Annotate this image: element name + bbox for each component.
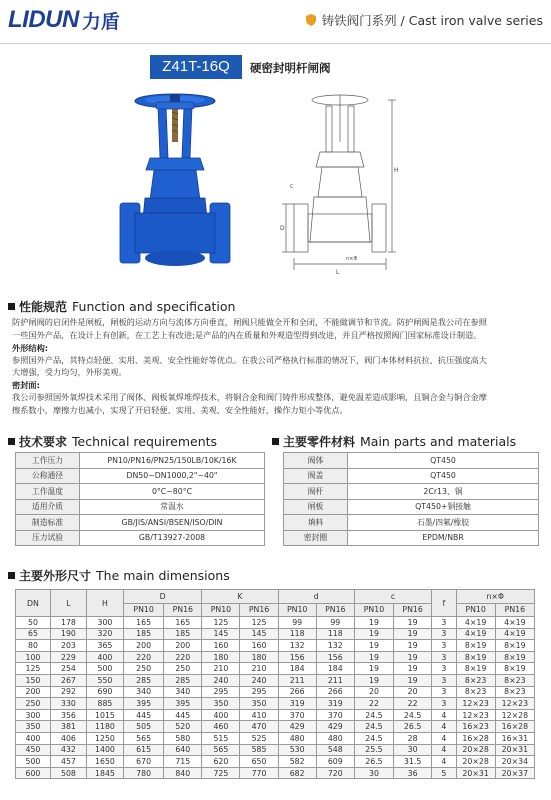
table-cell: 190	[50, 628, 86, 640]
table-cell: 548	[316, 744, 354, 756]
table-cell: 19	[394, 663, 432, 675]
shield-icon	[306, 14, 316, 26]
table-cell: 8×19	[495, 640, 534, 652]
table-cell: 565	[124, 732, 164, 744]
table-cell: 4	[432, 732, 456, 744]
table-cell: 505	[124, 721, 164, 733]
model-badge: Z41T-16Q	[150, 55, 242, 79]
section-bullet-icon	[272, 438, 279, 445]
dimensions-table	[15, 589, 535, 779]
table-cell: 150	[16, 674, 51, 686]
table-cell: 24.5	[354, 721, 393, 733]
col-header-f: f	[432, 590, 456, 617]
table-cell: 4	[432, 721, 456, 733]
table-row: 压力试验 GB/T13927-2008	[16, 530, 265, 546]
table-row: 阀体 QT450	[284, 453, 539, 469]
l-dimension-label: L	[336, 269, 340, 276]
page-header	[0, 0, 551, 44]
table-cell: 381	[50, 721, 86, 733]
col-header-k: K	[202, 590, 278, 604]
table-row	[16, 744, 535, 756]
table-cell: 4×19	[456, 617, 495, 629]
table-row	[16, 663, 535, 675]
section-bullet-icon	[8, 572, 15, 579]
table-cell: 640	[164, 744, 202, 756]
table-cell: 565	[202, 744, 240, 756]
table-cell: 19	[354, 628, 393, 640]
table-row: 制造标准 GB/JIS/ANSI/BSEN/ISO/DIN	[16, 515, 265, 531]
table-cell: 292	[50, 686, 86, 698]
table-cell: 160	[202, 640, 240, 652]
table-cell: 20×31	[495, 744, 534, 756]
table-cell: 500	[16, 756, 51, 768]
table-row: 阀盖 QT450	[284, 468, 539, 484]
structure-paragraph-1: 参照国外产品，其特点轻便、实用、美观、安全性能好等优点。在我公司严格执行标准的情况下，阀门本体材料抗拉、抗压强度高大	[12, 355, 487, 365]
table-cell: 8×23	[495, 674, 534, 686]
table-cell: 3	[432, 628, 456, 640]
col-header-h: H	[86, 590, 123, 617]
table-cell: 19	[394, 640, 432, 652]
table-cell: 200	[16, 686, 51, 698]
table-cell: 50	[16, 617, 51, 629]
table-cell: 30	[354, 767, 393, 779]
table-row	[16, 721, 535, 733]
table-cell: 725	[202, 767, 240, 779]
table-cell: 4×19	[495, 617, 534, 629]
table-cell: 211	[278, 674, 316, 686]
table-row	[16, 617, 535, 629]
col-subheader-pn10: PN10	[124, 603, 164, 617]
table-cell: 350	[16, 721, 51, 733]
section-bullet-icon	[8, 303, 15, 310]
table-cell: 319	[316, 698, 354, 710]
table-cell: 250	[164, 663, 202, 675]
table-cell: 156	[316, 651, 354, 663]
c-dimension-label: C	[290, 184, 294, 190]
table-cell: 457	[50, 756, 86, 768]
series-text: 铸铁阀门系列 / Cast iron valve series	[321, 13, 543, 28]
table-cell: 406	[50, 732, 86, 744]
table-cell: 266	[278, 686, 316, 698]
table-cell: 180	[202, 651, 240, 663]
table-cell: 582	[278, 756, 316, 768]
table-cell: 470	[240, 721, 278, 733]
brand-logo	[8, 6, 120, 34]
table-cell: 885	[86, 698, 123, 710]
table-cell: 200	[164, 640, 202, 652]
table-cell: 160	[240, 640, 278, 652]
sealing-paragraph-2: 擦系数小，摩擦力也减小，实现了开启轻便、实用、美观、安全性能好，操作力矩小等优点。	[12, 405, 348, 415]
dimensions-table-body	[16, 617, 535, 779]
table-cell: 266	[316, 686, 354, 698]
product-name: 硬密封明杆闸阀	[250, 61, 331, 75]
table-cell: 3	[432, 674, 456, 686]
table-cell: 145	[240, 628, 278, 640]
table-cell: 445	[124, 709, 164, 721]
table-cell: 715	[164, 756, 202, 768]
table-row: 密封圈 EPDM/NBR	[284, 530, 539, 546]
table-cell: 8×23	[456, 674, 495, 686]
section-title-technical: 技术要求 Technical requirements	[8, 433, 217, 450]
col-subheader-pn10: PN10	[202, 603, 240, 617]
table-row	[16, 732, 535, 744]
table-row: 工作压力 PN10/PN16/PN25/150LB/10K/16K	[16, 453, 265, 469]
logo-text-cn: 力盾	[81, 10, 120, 33]
table-cell: 178	[50, 617, 86, 629]
table-cell: 285	[124, 674, 164, 686]
table-cell: 8×19	[495, 651, 534, 663]
table-cell: 4×19	[495, 628, 534, 640]
table-row: 公称通径 DN50~DN1000,2"~40"	[16, 468, 265, 484]
table-cell: 395	[164, 698, 202, 710]
table-cell: 3	[432, 640, 456, 652]
table-cell: 185	[164, 628, 202, 640]
table-row	[16, 640, 535, 652]
table-cell: 210	[240, 663, 278, 675]
table-cell: 165	[124, 617, 164, 629]
table-cell: 19	[354, 617, 393, 629]
table-cell: 670	[124, 756, 164, 768]
table-cell: 8×23	[495, 686, 534, 698]
table-cell: 3	[432, 651, 456, 663]
valve-technical-drawing	[280, 92, 400, 280]
section-title-function: 性能规范 Function and specification	[8, 298, 235, 315]
table-cell: 16×31	[495, 732, 534, 744]
table-cell: 4	[432, 756, 456, 768]
table-row	[16, 628, 535, 640]
table-cell: 1250	[86, 732, 123, 744]
table-cell: 4×19	[456, 628, 495, 640]
col-subheader-pn16: PN16	[164, 603, 202, 617]
function-paragraph-1: 防护闸阀的启闭件是闸板，闸板的运动方向与流体方向垂直，闸阀只能做全开和全闭，不能做调节和节流。防护闸阀是我公司在参照	[12, 317, 487, 327]
table-cell: 508	[50, 767, 86, 779]
table-cell: 370	[278, 709, 316, 721]
table-cell: 65	[16, 628, 51, 640]
table-cell: 20	[354, 686, 393, 698]
table-cell: 530	[278, 744, 316, 756]
table-cell: 460	[202, 721, 240, 733]
table-cell: 585	[240, 744, 278, 756]
table-cell: 350	[202, 698, 240, 710]
table-cell: 100	[16, 651, 51, 663]
sealing-paragraph-1: 我公司参照国外氧焊技术采用了阀体、阀板氧焊堆焊技术，将铜合金和阀门铸件形成整体，避免温差造成影响，且铜合金与铜合金摩	[12, 392, 487, 402]
table-cell: 300	[16, 709, 51, 721]
table-cell: 300	[86, 617, 123, 629]
table-cell: 4	[432, 744, 456, 756]
section-bullet-icon	[8, 438, 15, 445]
table-cell: 682	[278, 767, 316, 779]
table-cell: 99	[316, 617, 354, 629]
table-cell: 200	[124, 640, 164, 652]
table-cell: 356	[50, 709, 86, 721]
table-cell: 320	[86, 628, 123, 640]
table-cell: 295	[240, 686, 278, 698]
table-cell: 22	[394, 698, 432, 710]
table-cell: 650	[240, 756, 278, 768]
table-cell: 24.5	[354, 732, 393, 744]
table-cell: 20	[394, 686, 432, 698]
table-cell: 400	[16, 732, 51, 744]
table-cell: 1845	[86, 767, 123, 779]
table-cell: 30	[394, 744, 432, 756]
table-cell: 1015	[86, 709, 123, 721]
table-cell: 3	[432, 663, 456, 675]
table-cell: 400	[202, 709, 240, 721]
table-cell: 165	[164, 617, 202, 629]
table-cell: 480	[316, 732, 354, 744]
table-row	[16, 767, 535, 779]
table-cell: 26.5	[354, 756, 393, 768]
col-subheader-pn16: PN16	[394, 603, 432, 617]
table-cell: 19	[394, 651, 432, 663]
table-cell: 3	[432, 617, 456, 629]
table-row: 填料 石墨/四氟/橡胶	[284, 515, 539, 531]
table-cell: 19	[394, 674, 432, 686]
table-cell: 8×19	[456, 640, 495, 652]
table-cell: 12×23	[456, 698, 495, 710]
table-cell: 515	[202, 732, 240, 744]
table-cell: 22	[354, 698, 393, 710]
table-cell: 28	[394, 732, 432, 744]
table-cell: 19	[354, 663, 393, 675]
table-cell: 185	[124, 628, 164, 640]
table-cell: 445	[164, 709, 202, 721]
table-cell: 220	[164, 651, 202, 663]
table-cell: 3	[432, 698, 456, 710]
series-label	[306, 11, 543, 29]
table-cell: 20×34	[495, 756, 534, 768]
table-cell: 145	[202, 628, 240, 640]
structure-heading: 外形结构:	[12, 343, 49, 353]
table-cell: 20×31	[456, 767, 495, 779]
technical-requirements-table	[15, 452, 265, 546]
table-cell: 500	[86, 663, 123, 675]
col-header-dn: DN	[16, 590, 51, 617]
table-cell: 16×28	[495, 721, 534, 733]
table-cell: 20×28	[456, 744, 495, 756]
table-cell: 520	[164, 721, 202, 733]
table-cell: 780	[124, 767, 164, 779]
section-title-materials: 主要零件材料 Main parts and materials	[272, 433, 516, 450]
table-cell: 31.5	[394, 756, 432, 768]
table-cell: 132	[278, 640, 316, 652]
table-cell: 80	[16, 640, 51, 652]
d-dimension-label: D	[280, 225, 285, 232]
table-cell: 5	[432, 767, 456, 779]
table-row	[16, 698, 535, 710]
nphi-dimension-label: n×Φ	[346, 256, 358, 262]
col-subheader-pn10: PN10	[456, 603, 495, 617]
table-row: 适用介质 常温水	[16, 499, 265, 515]
col-header-nphi: n×Φ	[456, 590, 534, 604]
table-cell: 429	[316, 721, 354, 733]
table-row	[16, 686, 535, 698]
table-row	[16, 674, 535, 686]
table-cell: 370	[316, 709, 354, 721]
table-row	[16, 651, 535, 663]
table-row	[16, 709, 535, 721]
table-cell: 16×28	[456, 732, 495, 744]
table-row: 工作温度 0°C~80°C	[16, 484, 265, 500]
table-cell: 1400	[86, 744, 123, 756]
col-header-c: c	[354, 590, 431, 604]
table-cell: 180	[240, 651, 278, 663]
table-cell: 184	[316, 663, 354, 675]
table-cell: 36	[394, 767, 432, 779]
table-cell: 240	[240, 674, 278, 686]
table-cell: 12×23	[495, 698, 534, 710]
table-cell: 1650	[86, 756, 123, 768]
table-cell: 340	[164, 686, 202, 698]
col-header-d-small: d	[278, 590, 354, 604]
table-cell: 24.5	[394, 709, 432, 721]
table-cell: 295	[202, 686, 240, 698]
col-header-d: D	[124, 590, 202, 604]
table-cell: 410	[240, 709, 278, 721]
table-cell: 365	[86, 640, 123, 652]
table-cell: 330	[50, 698, 86, 710]
table-cell: 156	[278, 651, 316, 663]
table-cell: 250	[16, 698, 51, 710]
table-cell: 615	[124, 744, 164, 756]
table-cell: 720	[316, 767, 354, 779]
table-cell: 580	[164, 732, 202, 744]
col-subheader-pn10: PN10	[354, 603, 393, 617]
table-cell: 840	[164, 767, 202, 779]
h-dimension-label: H	[394, 167, 399, 174]
table-cell: 220	[124, 651, 164, 663]
table-cell: 395	[124, 698, 164, 710]
table-cell: 620	[202, 756, 240, 768]
table-cell: 19	[394, 628, 432, 640]
structure-paragraph-2: 大增强，受力均匀，外形美观。	[12, 367, 127, 377]
table-cell: 19	[394, 617, 432, 629]
table-cell: 25.5	[354, 744, 393, 756]
table-cell: 285	[164, 674, 202, 686]
col-subheader-pn16: PN16	[240, 603, 278, 617]
col-header-l: L	[50, 590, 86, 617]
table-cell: 211	[316, 674, 354, 686]
table-cell: 8×23	[456, 686, 495, 698]
table-cell: 125	[202, 617, 240, 629]
table-cell: 400	[86, 651, 123, 663]
table-cell: 550	[86, 674, 123, 686]
table-cell: 125	[16, 663, 51, 675]
table-cell: 132	[316, 640, 354, 652]
table-cell: 340	[124, 686, 164, 698]
table-cell: 690	[86, 686, 123, 698]
table-cell: 99	[278, 617, 316, 629]
table-cell: 250	[124, 663, 164, 675]
table-cell: 450	[16, 744, 51, 756]
table-cell: 229	[50, 651, 86, 663]
col-subheader-pn16: PN16	[495, 603, 534, 617]
table-cell: 267	[50, 674, 86, 686]
table-cell: 12×23	[456, 709, 495, 721]
table-cell: 8×19	[495, 663, 534, 675]
table-cell: 8×19	[456, 651, 495, 663]
table-cell: 203	[50, 640, 86, 652]
table-cell: 254	[50, 663, 86, 675]
table-cell: 525	[240, 732, 278, 744]
table-cell: 350	[240, 698, 278, 710]
section-title-dimensions: 主要外形尺寸 The main dimensions	[8, 567, 230, 584]
function-paragraph-2: 一些国外产品，在设计上有创新，在工艺上有改进;是产品的内在质量和外观造型得到改进，并且严格按照阀门国家标准设计制造。	[12, 330, 482, 340]
materials-table	[283, 452, 539, 546]
table-cell: 19	[354, 640, 393, 652]
table-cell: 19	[354, 674, 393, 686]
table-cell: 184	[278, 663, 316, 675]
table-cell: 609	[316, 756, 354, 768]
table-cell: 600	[16, 767, 51, 779]
col-subheader-pn10: PN10	[278, 603, 316, 617]
valve-product-image	[100, 88, 250, 278]
table-cell: 12×28	[495, 709, 534, 721]
table-cell: 118	[278, 628, 316, 640]
table-cell: 319	[278, 698, 316, 710]
table-cell: 429	[278, 721, 316, 733]
logo-text-en: LIDUN	[8, 6, 79, 33]
sealing-heading: 密封面:	[12, 380, 40, 390]
col-subheader-pn16: PN16	[316, 603, 354, 617]
table-cell: 24.5	[354, 709, 393, 721]
table-cell: 480	[278, 732, 316, 744]
table-row: 闸板 QT450+铜接触	[284, 499, 539, 515]
table-cell: 20×28	[456, 756, 495, 768]
table-cell: 20×37	[495, 767, 534, 779]
table-cell: 4	[432, 709, 456, 721]
table-cell: 1180	[86, 721, 123, 733]
table-cell: 125	[240, 617, 278, 629]
table-cell: 3	[432, 686, 456, 698]
table-cell: 26.5	[394, 721, 432, 733]
table-row: 阀杆 2Cr13、铜	[284, 484, 539, 500]
table-cell: 770	[240, 767, 278, 779]
table-cell: 210	[202, 663, 240, 675]
table-cell: 240	[202, 674, 240, 686]
table-cell: 19	[354, 651, 393, 663]
table-cell: 118	[316, 628, 354, 640]
table-cell: 16×23	[456, 721, 495, 733]
table-row	[16, 756, 535, 768]
table-cell: 8×19	[456, 663, 495, 675]
table-cell: 432	[50, 744, 86, 756]
